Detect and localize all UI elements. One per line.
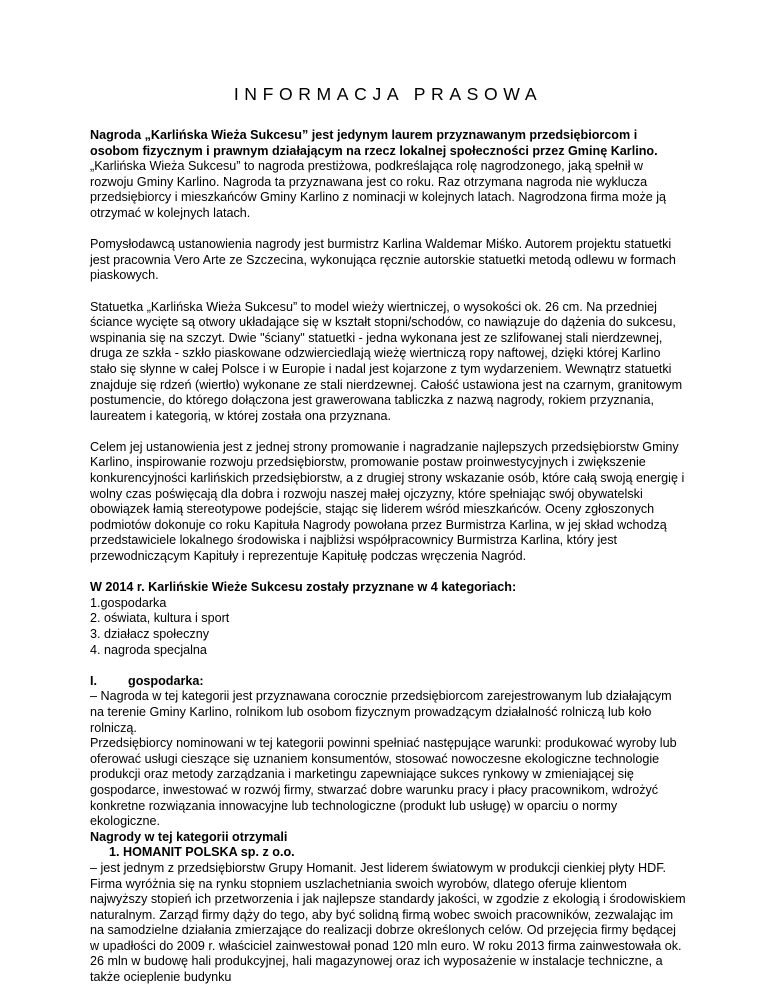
awarded-heading: Nagrody w tej kategorii otrzymali <box>90 829 288 844</box>
section-title: gospodarka: <box>128 673 204 688</box>
categories-block <box>90 580 686 658</box>
company-description: – jest jednym z przedsiębiorstw Grupy Homanit. Jest liderem światowym w produkcji cienkiej płyty HDF. Firma wyróżnia się na rynku stopniem uszlachetniania swoich wyrobów, dlatego oferuje klientom najwyższy stopień ich przetworzenia i jak najlepsze standardy jakości, w zgodzie z ekologią i środowiskiem naturalnym. Zarząd firmy dąży do tego, aby być solidną firmą wobec swoich pracowników, zezwalając im na samodzielne działania zmierzające do realizacji dobrze określonych celów. Od przejęcia firmy będącej w upadłości do 2009 r. właściciel zainwestował ponad 120 mln euro. W roku 2013 firma zainwestowała ok. 26 mln w budowę hali produkcyjnej, hali magazynowej oraz ich wyposażenie w instalacje techniczne, a także ocieplenie budynku <box>90 860 686 985</box>
company-name: 1. HOMANIT POLSKA sp. z o.o. <box>109 845 295 860</box>
category-item: 3. działacz społeczny <box>90 627 210 641</box>
section-economy <box>90 674 686 986</box>
document-title: INFORMACJA PRASOWA <box>233 84 543 104</box>
category-item: 4. nagroda specjalna <box>90 642 207 657</box>
founder-paragraph: Pomysłodawcą ustanowienia nagrody jest burmistrz Karlina Waldemar Miśko. Autorem projektu statuetki jest pracownia Vero Arte ze Szczecina, wykonująca ręcznie autorskie statuetki metodą odlewu w formach piaskowych. <box>90 237 676 283</box>
category-item: 2. oświata, kultura i sport <box>90 611 230 626</box>
section-text-b: Przedsiębiorcy nominowani w tej kategorii powinni spełniać następujące warunki: produkować wyroby lub oferować usługi cieszące się uznaniem konsumentów, stosować nowoczesne ekologiczne technologie produkcji oraz metody zarządzania i marketingu zapewniające sukces rynkowy w zmieniającej się gospodarce, inwestować w rozwój firmy, stwarzać dobre warunku pracy i płacy pracownikom, wdrożyć konkretne rozwiązania innowacyjne lub technologiczne (produkt lub usługę) w oparciu o normy ekologiczne. <box>90 736 677 829</box>
categories-heading: W 2014 r. Karlińskie Wieże Sukcesu zostały przyznane w 4 kategoriach: <box>90 580 517 595</box>
category-item: 1.gospodarka <box>90 595 167 610</box>
section-text-a: – Nagroda w tej kategorii jest przyznawana corocznie przedsiębiorcom zarejestrowanym lub działającym na terenie Gminy Karlino, rolnikom lub osobom fizycznym prowadzącym działalność rolniczą lub koło rolniczą. <box>90 689 672 735</box>
statuette-paragraph: Statuetka „Karlińska Wieża Sukcesu” to model wieży wiertniczej, o wysokości ok. 26 cm. Na przedniej ściance wycięte są otwory układające się w kształt stopni/schodów, co nawiązuje do dążenia do sukcesu, wspinania się na szczyt. Dwie "ściany" statuetki - jedna wykonana jest ze szlifowanej stali nierdzewnej, druga ze szkła - szkło piaskowane odzwierciedlają wieżę wiertniczą ropy naftowej, dzięki której Karlino stało się słynne w całej Polsce i w Europie i nadal jest kojarzone z tym wydarzeniem. Wewnątrz statuetki znajduje się rdzeń (wiertło) wykonane ze stali nierdzewnej. Całość ustawiona jest na czarnym, granitowym postumencie, do którego dołączona jest grawerowana tabliczka z nazwą nagrody, rokiem przyznania, laureatem i kategorią, w której została ona przyznana. <box>90 299 683 423</box>
intro-rest: „Karlińska Wieża Sukcesu” to nagroda prestiżowa, podkreślająca rolę nagrodzonego, jaką spełnił w rozwoju Gminy Karlino. Nagroda ta przyznawana jest co roku. Raz otrzymana nagroda nie wyklucza przedsiębiorcy i mieszkańców Gminy Karlino z nominacji w kolejnych latach. Nagrodzona firma może ją otrzymać w kolejnych latach. <box>90 159 667 220</box>
intro-bold-lead: Nagroda „Karlińska Wieża Sukcesu” jest jedynym laurem przyznawanym przedsiębiorcom i osobom fizycznym i prawnym działającym na rzecz lokalnej społeczności przez Gminę Karlino <box>90 128 655 158</box>
intro-bold-end: . <box>654 143 658 158</box>
intro-paragraph <box>90 128 686 222</box>
purpose-paragraph: Celem jej ustanowienia jest z jednej strony promowanie i nagradzanie najlepszych przedsiębiorstw Gminy Karlino, inspirowanie rozwoju przedsiębiorstw, promowanie postaw proinwestycyjnych i zwiększenie konkurencyjności karlińskich przedsiębiorstw, a z drugiej strony wskazanie osób, które całą swoją energię i wolny czas poświęcają dla dobra i rozwoju naszej małej ojczyzny, które spełniając swój obywatelski obowiązek łamią stereotypowe podejście, stając się liderem wśród mieszkańców. Oceny zgłoszonych podmiotów dokonuje co roku Kapituła Nagrody powołana przez Burmistrza Karlina, w jej skład wchodzą przedstawiciele lokalnego środowiska i najbliżsi współpracownicy Burmistrza Karlina, który jest przewodniczącym Kapituły i reprezentuje Kapitułę podczas wręczenia Nagród. <box>90 439 685 564</box>
section-number: I. <box>90 673 97 688</box>
section-heading <box>90 674 686 690</box>
